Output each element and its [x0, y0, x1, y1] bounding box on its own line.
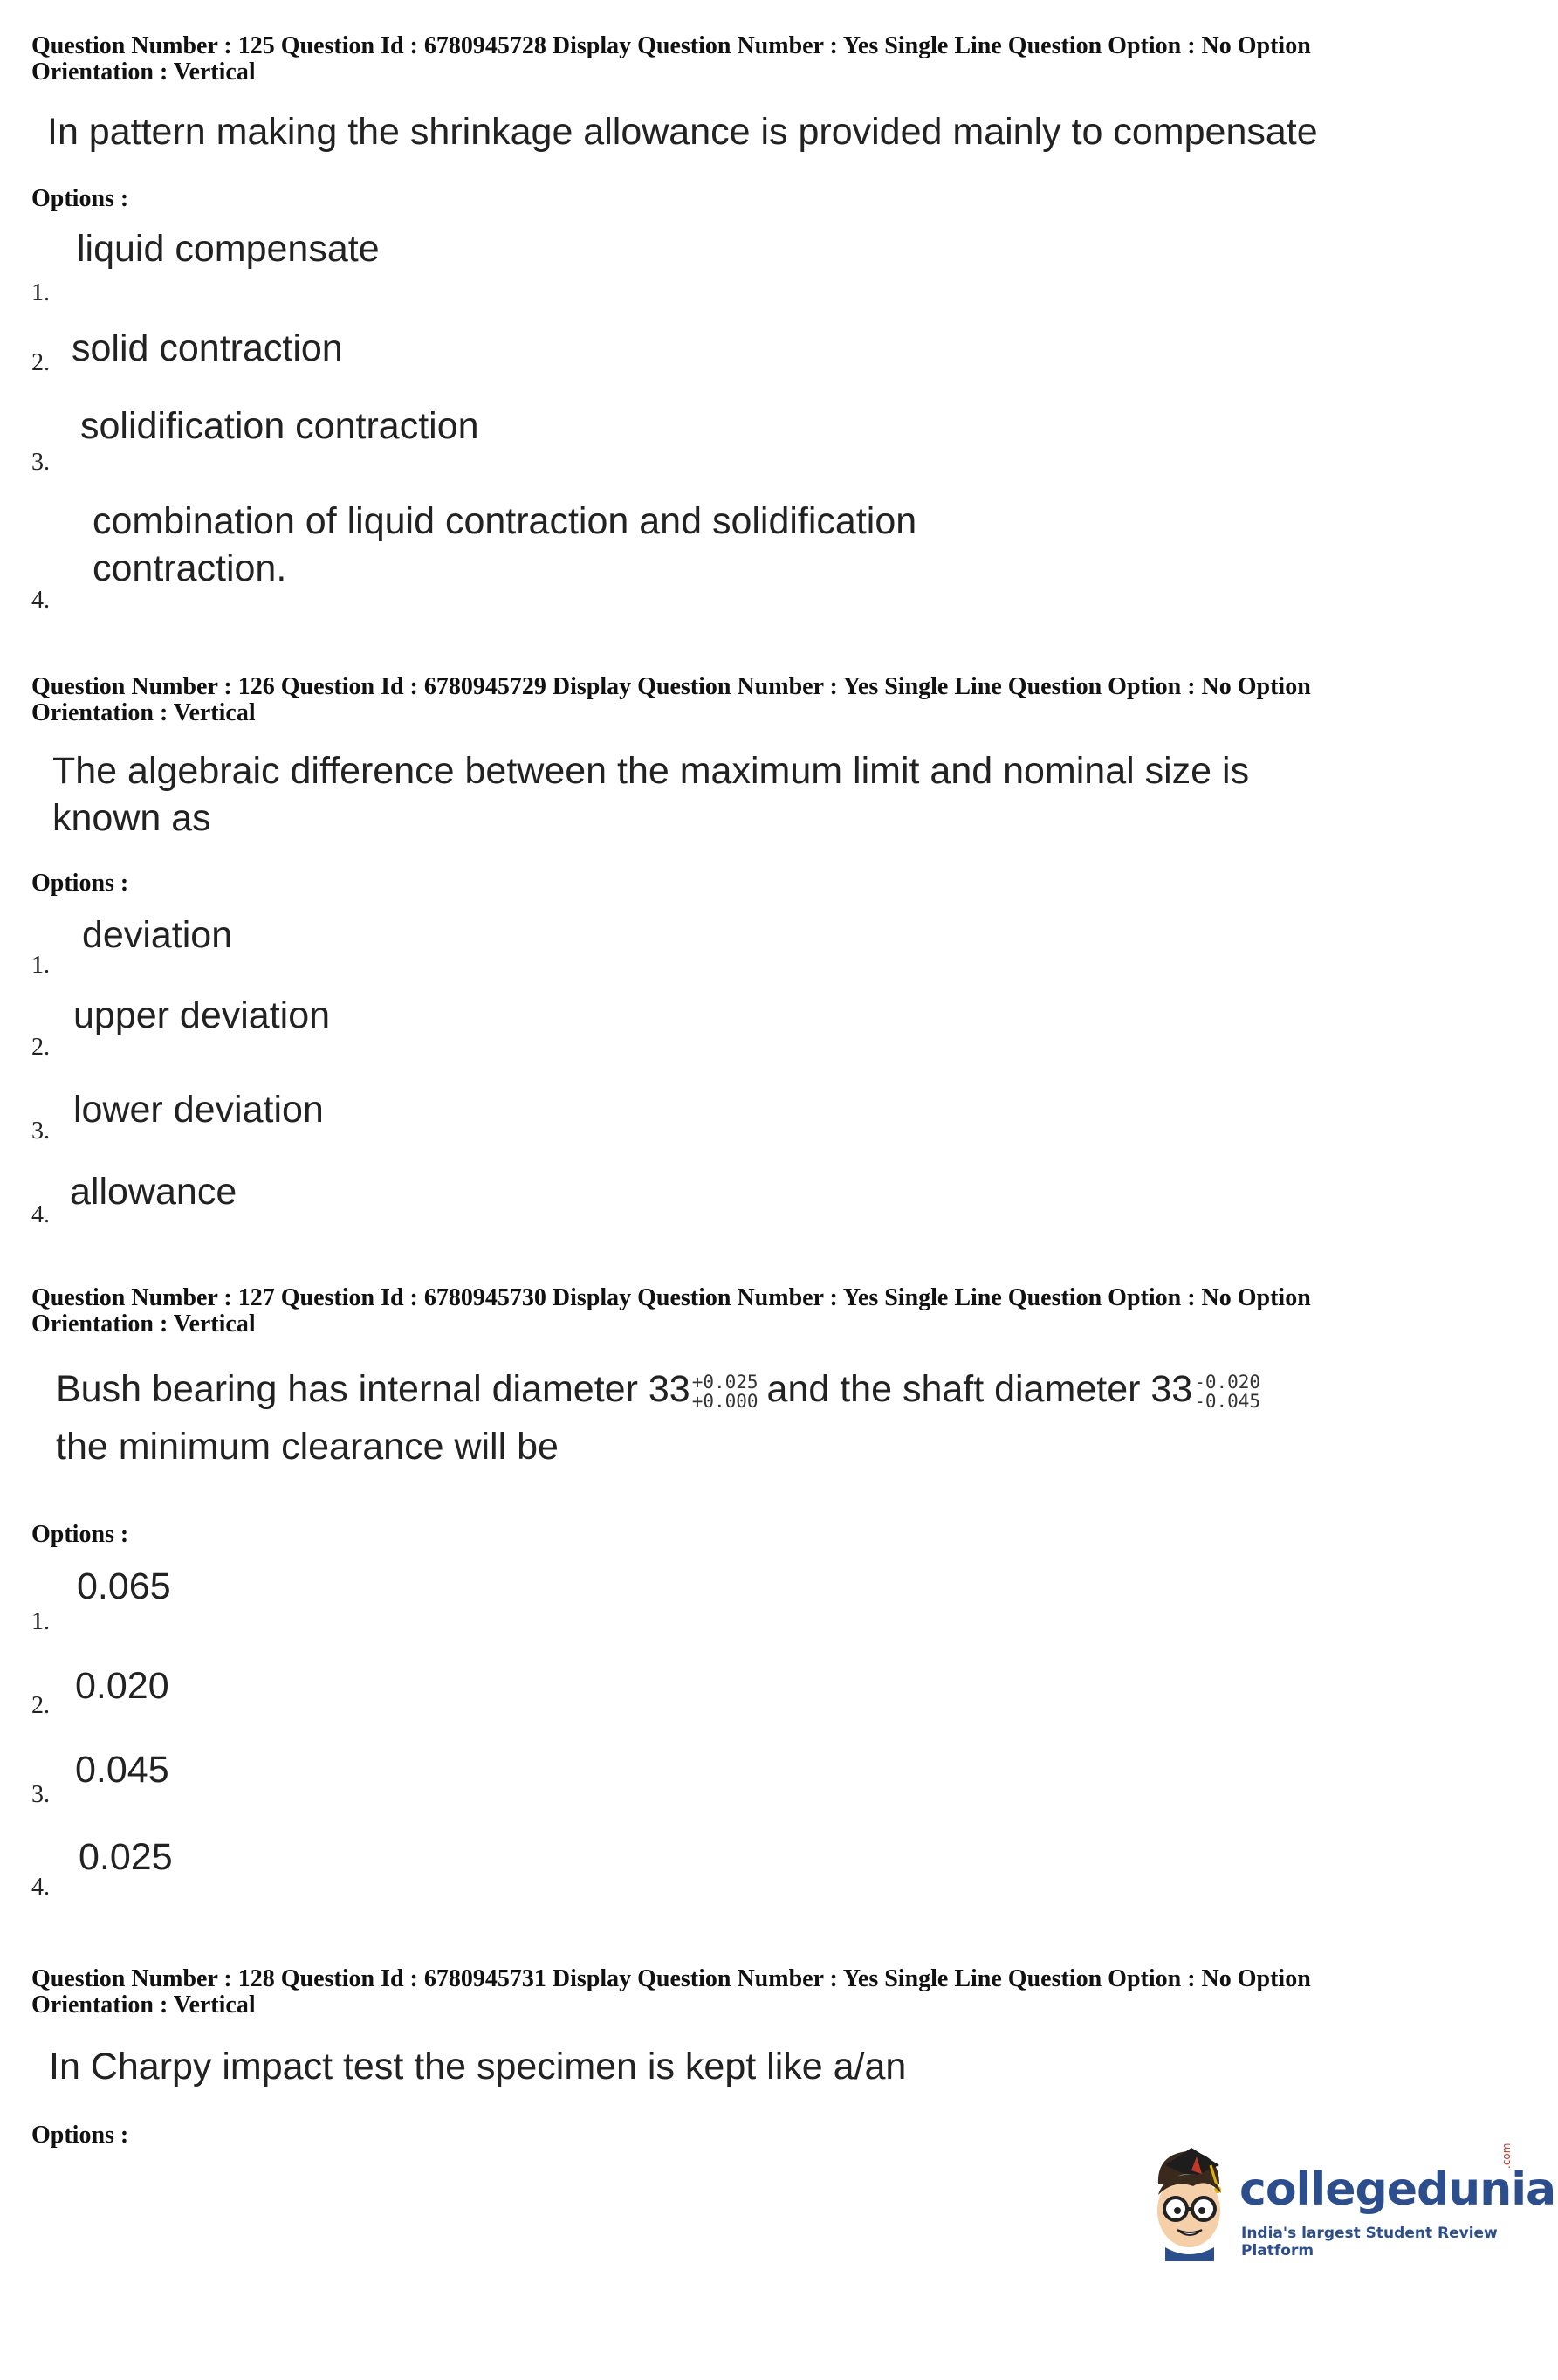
option-text-line: combination of liquid contraction and solidification: [93, 500, 917, 542]
tolerance-shaft: [1194, 1372, 1260, 1411]
option-text: 0.045: [75, 1749, 169, 1791]
meta-line: Orientation : Vertical: [31, 699, 256, 726]
question-text-part: Bush bearing has internal diameter 33: [56, 1368, 690, 1410]
option-text: upper deviation: [73, 994, 331, 1036]
logo-suffix: .com: [1500, 2143, 1513, 2169]
option-number: 3.: [31, 1118, 50, 1145]
meta-line: Question Number : 125 Question Id : 6780945728 Display Question Number : Yes Single Line Question Option : No Option: [31, 32, 1311, 59]
question-text: In Charpy impact test the specimen is kept like a/an: [49, 2046, 907, 2088]
meta-line: Orientation : Vertical: [31, 1310, 256, 1338]
option-number: 3.: [31, 449, 50, 476]
option-number: 4.: [31, 1874, 50, 1901]
options-label: Options :: [31, 870, 129, 897]
option-text: allowance: [70, 1171, 237, 1213]
option-text: 0.020: [75, 1665, 169, 1707]
meta-line: Orientation : Vertical: [31, 58, 256, 86]
option-number: 4.: [31, 1201, 50, 1228]
question-text-line: [56, 1365, 1269, 1413]
tolerance-lower: +0.000: [691, 1390, 758, 1412]
options-label: Options :: [31, 185, 129, 212]
question-text-line: the minimum clearance will be: [56, 1426, 559, 1468]
meta-line: Orientation : Vertical: [31, 1991, 256, 2019]
options-label: Options :: [31, 1521, 129, 1548]
question-128: [31, 1965, 1533, 2149]
option-text: solid contraction: [72, 327, 343, 369]
collegedunia-logo: [1139, 2139, 1556, 2261]
question-126: [31, 673, 1533, 1228]
question-text-line: The algebraic difference between the maximum limit and nominal size is: [52, 750, 1250, 792]
mascot-icon: [1139, 2139, 1235, 2261]
option-text-line: contraction.: [93, 547, 287, 589]
question-meta: [31, 33, 1463, 86]
option-text: 0.065: [77, 1565, 171, 1607]
question-text-part: and the shaft diameter 33: [766, 1368, 1193, 1410]
meta-line: Question Number : 126 Question Id : 6780945729 Display Question Number : Yes Single Line Question Option : No Option: [31, 673, 1311, 700]
option-text: lower deviation: [73, 1089, 324, 1131]
option-number: 4.: [31, 587, 50, 614]
question-meta: [31, 674, 1463, 726]
question-125: [31, 32, 1533, 614]
option-number: 1.: [31, 952, 50, 979]
option-number: 1.: [31, 1608, 50, 1635]
option-number: 2.: [31, 1692, 50, 1719]
question-text: In pattern making the shrinkage allowance is provided mainly to compensate: [47, 111, 1318, 153]
option-text: 0.025: [79, 1836, 173, 1878]
question-meta: [31, 1966, 1463, 2019]
logo-name: collegedunia: [1239, 2163, 1556, 2216]
options-label: Options :: [31, 2122, 129, 2149]
question-text-line: known as: [52, 797, 211, 839]
option-number: 2.: [31, 349, 50, 376]
tolerance-upper: +0.025: [691, 1371, 758, 1393]
option-text: deviation: [82, 914, 233, 956]
tolerance-lower: -0.045: [1194, 1390, 1261, 1412]
meta-line: Question Number : 128 Question Id : 6780945731 Display Question Number : Yes Single Line Question Option : No Option: [31, 1965, 1311, 1992]
meta-line: Question Number : 127 Question Id : 6780945730 Display Question Number : Yes Single Line Question Option : No Option: [31, 1284, 1311, 1311]
option-number: 3.: [31, 1781, 50, 1808]
option-number: 1.: [31, 279, 50, 306]
question-meta: [31, 1285, 1463, 1338]
question-127: [31, 1284, 1533, 1901]
option-number: 2.: [31, 1034, 50, 1061]
tolerance-upper: -0.020: [1194, 1371, 1261, 1393]
option-text: solidification contraction: [80, 405, 479, 447]
tolerance-bush: [692, 1372, 758, 1411]
logo-tagline: India's largest Student Review Platform: [1241, 2225, 1498, 2260]
option-text: liquid compensate: [77, 228, 380, 270]
